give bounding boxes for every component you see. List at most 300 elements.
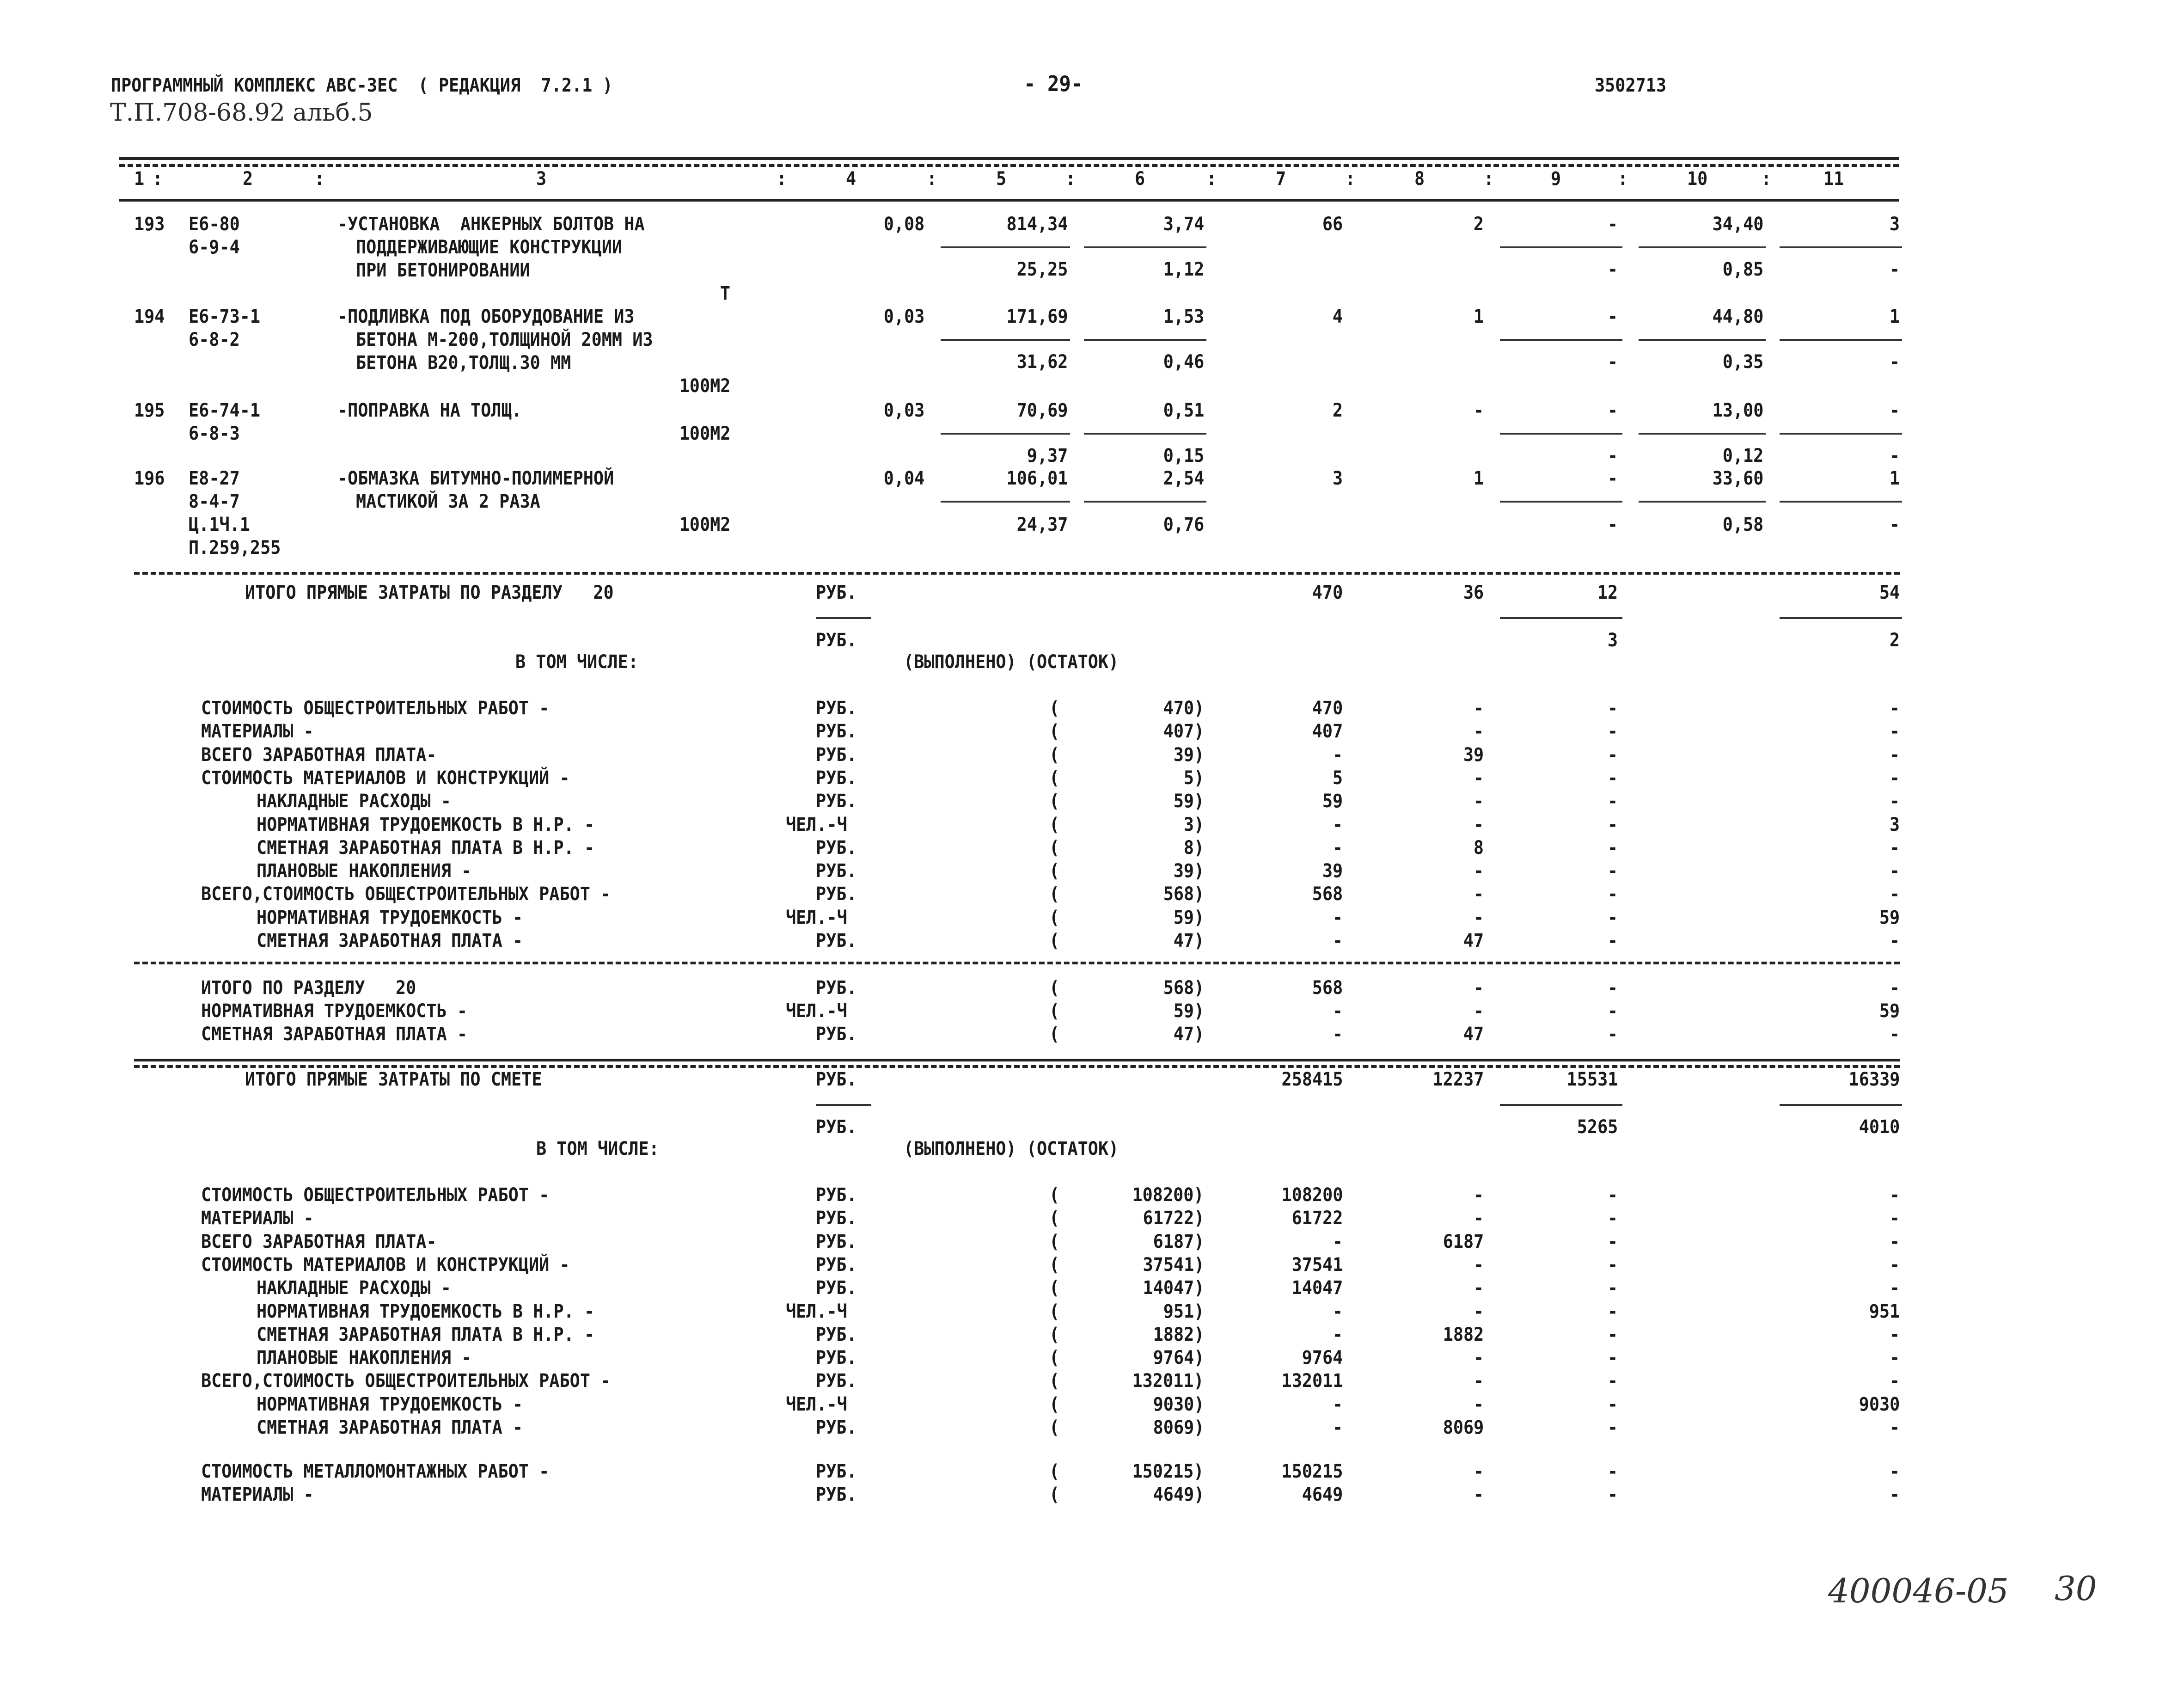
- estimate-divider: [134, 1059, 1900, 1061]
- item-value-c5b: 25,25: [1016, 259, 1068, 280]
- fraction-line: [816, 1104, 871, 1106]
- summary-c8: -: [1473, 767, 1484, 789]
- summary-c11: -: [1889, 698, 1900, 719]
- summary-c8: 39: [1463, 744, 1484, 766]
- summary-c9: -: [1607, 698, 1618, 719]
- summary-c9: -: [1607, 1254, 1618, 1276]
- column-number: 2: [243, 168, 253, 190]
- unit: РУБ.: [816, 1277, 857, 1299]
- summary-done-value: 568): [1163, 977, 1204, 999]
- summary-label: НОРМАТИВНАЯ ТРУДОЕМКОСТЬ -: [201, 1000, 468, 1022]
- paren-open: (: [1049, 977, 1060, 999]
- summary-c11: -: [1889, 1324, 1900, 1345]
- paren-open: (: [1049, 1324, 1060, 1345]
- section-total-c8: 36: [1463, 582, 1484, 603]
- item-value-c10: 34,40: [1712, 214, 1763, 235]
- unit: РУБ.: [816, 1208, 857, 1229]
- item-value-c8: 2: [1473, 214, 1484, 235]
- summary-c11: -: [1889, 721, 1900, 742]
- summary-done-value: 951): [1163, 1300, 1204, 1322]
- summary-done-value: 39): [1173, 744, 1204, 766]
- summary-done-value: 14047): [1143, 1277, 1204, 1299]
- summary-c8: -: [1473, 1277, 1484, 1299]
- summary-c8: 47: [1463, 930, 1484, 951]
- summary-c7: -: [1332, 907, 1343, 928]
- summary-c7: 5: [1332, 767, 1343, 789]
- item-unit: 100М2: [679, 514, 730, 535]
- paren-open: (: [1049, 907, 1060, 928]
- summary-c7: 407: [1312, 721, 1343, 742]
- unit: РУБ.: [816, 1417, 857, 1438]
- summary-c11: 3: [1889, 814, 1900, 835]
- item-code: Ц.1Ч.1: [189, 514, 250, 535]
- fraction-line: [1639, 501, 1766, 503]
- item-description: БЕТОНА М-200,ТОЛЩИНОЙ 20ММ ИЗ: [356, 329, 653, 350]
- summary-c8: -: [1473, 907, 1484, 928]
- unit: РУБ.: [816, 1231, 857, 1252]
- unit: ЧЕЛ.-Ч: [786, 814, 847, 835]
- summary-label: СТОИМОСТЬ МАТЕРИАЛОВ И КОНСТРУКЦИЙ -: [201, 1254, 570, 1276]
- summary-label: СМЕТНАЯ ЗАРАБОТНАЯ ПЛАТА -: [257, 1417, 523, 1438]
- item-value-qty: 0,03: [883, 400, 924, 421]
- item-value-c6b: 0,15: [1163, 445, 1204, 466]
- item-value-c10: 33,60: [1712, 468, 1763, 489]
- summary-c7: -: [1332, 1417, 1343, 1438]
- summary-label: ПЛАНОВЫЕ НАКОПЛЕНИЯ -: [257, 860, 472, 882]
- item-value-c7: 66: [1322, 214, 1343, 235]
- unit: РУБ.: [816, 977, 857, 999]
- estimate-total-c8: 12237: [1432, 1069, 1484, 1090]
- summary-c11: -: [1889, 744, 1900, 766]
- unit: ЧЕЛ.-Ч: [786, 1300, 847, 1322]
- item-description: ПОДДЕРЖИВАЮЩИЕ КОНСТРУКЦИИ: [356, 237, 623, 258]
- paren-open: (: [1049, 1347, 1060, 1369]
- item-value-c9: -: [1607, 400, 1618, 421]
- paren-open: (: [1049, 1254, 1060, 1276]
- item-description: -ПОПРАВКА НА ТОЛЩ.: [337, 400, 522, 421]
- summary-c7: 108200: [1281, 1184, 1343, 1206]
- summary-done-value: 37541): [1143, 1254, 1204, 1276]
- done-rest-label: (ВЫПОЛНЕНО) (ОСТАТОК): [904, 651, 1119, 673]
- item-value-c5b: 9,37: [1027, 445, 1068, 466]
- summary-c11: -: [1889, 1461, 1900, 1482]
- item-value-c7: 3: [1332, 468, 1343, 489]
- paren-open: (: [1049, 1024, 1060, 1045]
- summary-c11: -: [1889, 837, 1900, 859]
- summary-c9: -: [1607, 1370, 1618, 1392]
- summary-label: НАКЛАДНЫЕ РАСХОДЫ -: [257, 791, 451, 812]
- summary-c8: -: [1473, 721, 1484, 742]
- summary-c8: -: [1473, 860, 1484, 882]
- summary-c7: -: [1332, 837, 1343, 859]
- summary-c8: -: [1473, 814, 1484, 835]
- column-separator: :: [777, 168, 787, 190]
- summary-c9: -: [1607, 1300, 1618, 1322]
- column-separator: :: [1206, 168, 1217, 190]
- item-code: 6-8-3: [189, 423, 240, 444]
- summary-label: НОРМАТИВНАЯ ТРУДОЕМКОСТЬ В Н.Р. -: [257, 1300, 595, 1322]
- summary-c9: -: [1607, 1324, 1618, 1345]
- paren-open: (: [1049, 744, 1060, 766]
- summary-label: ВСЕГО ЗАРАБОТНАЯ ПЛАТА-: [201, 744, 437, 766]
- paren-open: (: [1049, 1000, 1060, 1022]
- summary-done-value: 568): [1163, 883, 1204, 905]
- item-number: 195: [134, 400, 165, 421]
- including-label: В ТОМ ЧИСЛЕ:: [515, 651, 638, 673]
- paren-open: (: [1049, 767, 1060, 789]
- item-code: 8-4-7: [189, 491, 240, 512]
- fraction-line: [1780, 433, 1902, 435]
- estimate-total-label: ИТОГО ПРЯМЫЕ ЗАТРАТЫ ПО СМЕТЕ: [245, 1069, 542, 1090]
- done-rest-label: (ВЫПОЛНЕНО) (ОСТАТОК): [904, 1138, 1119, 1159]
- summary-c11: -: [1889, 1347, 1900, 1369]
- estimate-total-c9b: 5265: [1577, 1116, 1618, 1138]
- paren-open: (: [1049, 883, 1060, 905]
- summary-label: СМЕТНАЯ ЗАРАБОТНАЯ ПЛАТА -: [257, 930, 523, 951]
- item-value-c8: 1: [1473, 306, 1484, 327]
- unit: РУБ.: [816, 1116, 857, 1138]
- summary-c8: 1882: [1443, 1324, 1484, 1345]
- item-value-c10: 44,80: [1712, 306, 1763, 327]
- column-separator: :: [927, 168, 937, 190]
- summary-c8: 8069: [1443, 1417, 1484, 1438]
- item-code: 6-8-2: [189, 329, 240, 350]
- summary-c7: 132011: [1281, 1370, 1343, 1392]
- item-code: П.259,255: [189, 537, 281, 558]
- summary-c7: 568: [1312, 883, 1343, 905]
- summary-done-value: 407): [1163, 721, 1204, 742]
- handwritten-stamp: 400046-05: [1828, 1571, 2009, 1610]
- item-value-c8: 1: [1473, 468, 1484, 489]
- section-total-c11: 54: [1879, 582, 1900, 603]
- item-value-c6: 3,74: [1163, 214, 1204, 235]
- section-divider: [134, 572, 1900, 575]
- column-separator: :: [1345, 168, 1356, 190]
- item-number: 194: [134, 306, 165, 327]
- item-code: Е6-80: [189, 214, 240, 235]
- item-description: МАСТИКОЙ ЗА 2 РАЗА: [356, 491, 540, 512]
- item-value-c5b: 24,37: [1016, 514, 1068, 535]
- unit: ЧЕЛ.-Ч: [786, 907, 847, 928]
- item-value-qty: 0,03: [883, 306, 924, 327]
- summary-c11: -: [1889, 1184, 1900, 1206]
- fraction-line: [1084, 339, 1206, 341]
- summary-c8: -: [1473, 1184, 1484, 1206]
- estimate-total-c11: 16339: [1848, 1069, 1900, 1090]
- fraction-line: [1500, 617, 1622, 619]
- summary-c9: -: [1607, 977, 1618, 999]
- summary-label: НОРМАТИВНАЯ ТРУДОЕМКОСТЬ -: [257, 1393, 523, 1415]
- summary-c9: -: [1607, 1208, 1618, 1229]
- item-value-c11b: -: [1889, 445, 1900, 466]
- column-separator: :: [1065, 168, 1076, 190]
- column-separator: :: [153, 168, 163, 190]
- summary-c7: -: [1332, 930, 1343, 951]
- summary-label: ВСЕГО,СТОИМОСТЬ ОБЩЕСТРОИТЕЛЬНЫХ РАБОТ -: [201, 883, 611, 905]
- unit: РУБ.: [816, 1347, 857, 1369]
- fraction-line: [816, 617, 871, 619]
- unit: РУБ.: [816, 582, 857, 603]
- column-number: 4: [846, 168, 856, 190]
- fraction-line: [941, 246, 1070, 248]
- unit: РУБ.: [816, 1024, 857, 1045]
- summary-label: СМЕТНАЯ ЗАРАБОТНАЯ ПЛАТА В Н.Р. -: [257, 837, 595, 859]
- section-divider: [134, 962, 1900, 964]
- item-value-c10b: 0,35: [1722, 351, 1763, 373]
- fraction-line: [941, 433, 1070, 435]
- summary-c9: -: [1607, 1417, 1618, 1438]
- summary-c7: -: [1332, 1231, 1343, 1252]
- summary-c9: -: [1607, 721, 1618, 742]
- item-value-c9b: -: [1607, 351, 1618, 373]
- item-number: 193: [134, 214, 165, 235]
- unit: РУБ.: [816, 1254, 857, 1276]
- fraction-line: [1639, 246, 1766, 248]
- estimate-total-c11b: 4010: [1859, 1116, 1900, 1138]
- item-value-c5: 814,34: [1006, 214, 1068, 235]
- summary-c11: 59: [1879, 1000, 1900, 1022]
- summary-c8: -: [1473, 977, 1484, 999]
- summary-c7: 61722: [1291, 1208, 1343, 1229]
- unit: ЧЕЛ.-Ч: [786, 1393, 847, 1415]
- page-number: - 29-: [1024, 71, 1083, 96]
- item-value-c5: 106,01: [1006, 468, 1068, 489]
- unit: РУБ.: [816, 837, 857, 859]
- item-code: Е6-74-1: [189, 400, 261, 421]
- summary-c11: -: [1889, 930, 1900, 951]
- summary-done-value: 47): [1173, 930, 1204, 951]
- summary-label: СМЕТНАЯ ЗАРАБОТНАЯ ПЛАТА -: [201, 1024, 468, 1045]
- summary-c9: -: [1607, 767, 1618, 789]
- item-value-c11: 1: [1889, 468, 1900, 489]
- paren-open: (: [1049, 791, 1060, 812]
- item-value-c6b: 0,46: [1163, 351, 1204, 373]
- summary-c11: 59: [1879, 907, 1900, 928]
- summary-c11: -: [1889, 791, 1900, 812]
- summary-c11: -: [1889, 1370, 1900, 1392]
- item-value-c11b: -: [1889, 514, 1900, 535]
- fraction-line: [1780, 501, 1902, 503]
- summary-done-value: 132011): [1132, 1370, 1204, 1392]
- item-value-c5: 70,69: [1016, 400, 1068, 421]
- summary-label: МАТЕРИАЛЫ -: [201, 721, 314, 742]
- paren-open: (: [1049, 814, 1060, 835]
- item-description: БЕТОНА В20,ТОЛЩ.30 ММ: [356, 352, 571, 374]
- item-value-c5: 171,69: [1006, 306, 1068, 327]
- item-value-qty: 0,04: [883, 468, 924, 489]
- summary-c9: -: [1607, 837, 1618, 859]
- summary-c9: -: [1607, 1347, 1618, 1369]
- unit: ЧЕЛ.-Ч: [786, 1000, 847, 1022]
- column-number: 8: [1414, 168, 1425, 190]
- summary-c9: -: [1607, 883, 1618, 905]
- summary-done-value: 61722): [1143, 1208, 1204, 1229]
- column-number: 3: [536, 168, 547, 190]
- summary-label: ИТОГО ПО РАЗДЕЛУ 20: [201, 977, 416, 999]
- estimate-divider-dashed: [134, 1065, 1900, 1068]
- fraction-line: [1084, 433, 1206, 435]
- summary-c9: -: [1607, 1393, 1618, 1415]
- unit: РУБ.: [816, 698, 857, 719]
- paren-open: (: [1049, 721, 1060, 742]
- item-value-c10b: 0,58: [1722, 514, 1763, 535]
- summary-c9: -: [1607, 1000, 1618, 1022]
- column-number: 5: [996, 168, 1007, 190]
- fraction-line: [1780, 1104, 1902, 1106]
- summary-done-value: 9764): [1153, 1347, 1204, 1369]
- summary-c7: -: [1332, 1324, 1343, 1345]
- item-value-c6: 2,54: [1163, 468, 1204, 489]
- item-unit: 100М2: [679, 375, 730, 397]
- column-separator: :: [1484, 168, 1494, 190]
- item-value-c9: -: [1607, 214, 1618, 235]
- summary-c7: -: [1332, 744, 1343, 766]
- summary-label: СТОИМОСТЬ ОБЩЕСТРОИТЕЛЬНЫХ РАБОТ -: [201, 698, 550, 719]
- summary-c9: -: [1607, 1231, 1618, 1252]
- summary-c11: -: [1889, 883, 1900, 905]
- summary-c11: -: [1889, 767, 1900, 789]
- summary-c11: -: [1889, 1417, 1900, 1438]
- paren-open: (: [1049, 1184, 1060, 1206]
- sheet-number: 30: [2055, 1569, 2097, 1608]
- unit: РУБ.: [816, 744, 857, 766]
- fraction-line: [1084, 246, 1206, 248]
- item-description: ПРИ БЕТОНИРОВАНИИ: [356, 260, 530, 281]
- summary-c11: -: [1889, 860, 1900, 882]
- summary-c7: -: [1332, 1024, 1343, 1045]
- summary-c8: -: [1473, 1300, 1484, 1322]
- summary-c7: 4649: [1302, 1484, 1343, 1505]
- unit: РУБ.: [816, 1461, 857, 1482]
- summary-c11: -: [1889, 1231, 1900, 1252]
- summary-c7: -: [1332, 1393, 1343, 1415]
- album-reference: Т.П.708-68.92 альб.5: [110, 99, 373, 127]
- section-total-c7: 470: [1312, 582, 1343, 603]
- summary-label: СМЕТНАЯ ЗАРАБОТНАЯ ПЛАТА В Н.Р. -: [257, 1324, 595, 1345]
- summary-c8: 6187: [1443, 1231, 1484, 1252]
- summary-label: МАТЕРИАЛЫ -: [201, 1208, 314, 1229]
- item-value-c10: 13,00: [1712, 400, 1763, 421]
- summary-done-value: 108200): [1132, 1184, 1204, 1206]
- fraction-line: [1500, 339, 1622, 341]
- header-top-rule-dashed: [119, 164, 1899, 167]
- item-value-c7: 2: [1332, 400, 1343, 421]
- paren-open: (: [1049, 1277, 1060, 1299]
- fraction-line: [1639, 339, 1766, 341]
- summary-c9: -: [1607, 907, 1618, 928]
- section-total-c9b: 3: [1607, 630, 1618, 651]
- column-number: 9: [1551, 168, 1561, 190]
- summary-c8: 47: [1463, 1024, 1484, 1045]
- item-value-c6b: 0,76: [1163, 514, 1204, 535]
- unit: РУБ.: [816, 1484, 857, 1505]
- summary-c8: -: [1473, 1208, 1484, 1229]
- summary-c9: -: [1607, 814, 1618, 835]
- fraction-line: [1084, 501, 1206, 503]
- summary-done-value: 8): [1183, 837, 1204, 859]
- fraction-line: [1780, 617, 1902, 619]
- summary-c9: -: [1607, 1277, 1618, 1299]
- unit: РУБ.: [816, 1069, 857, 1090]
- summary-c7: 37541: [1291, 1254, 1343, 1276]
- unit: РУБ.: [816, 767, 857, 789]
- summary-c8: -: [1473, 1484, 1484, 1505]
- summary-c9: -: [1607, 930, 1618, 951]
- summary-done-value: 5): [1183, 767, 1204, 789]
- summary-done-value: 1882): [1153, 1324, 1204, 1345]
- item-value-c6: 1,53: [1163, 306, 1204, 327]
- summary-c11: -: [1889, 1024, 1900, 1045]
- paren-open: (: [1049, 1461, 1060, 1482]
- summary-c8: 8: [1473, 837, 1484, 859]
- item-value-c9: -: [1607, 468, 1618, 489]
- fraction-line: [941, 339, 1070, 341]
- item-value-c7: 4: [1332, 306, 1343, 327]
- item-unit: 100М2: [679, 423, 730, 444]
- item-code: Е6-73-1: [189, 306, 261, 327]
- unit: РУБ.: [816, 721, 857, 742]
- document-code: 3502713: [1595, 75, 1667, 96]
- paren-open: (: [1049, 698, 1060, 719]
- summary-done-value: 59): [1173, 907, 1204, 928]
- summary-label: ВСЕГО ЗАРАБОТНАЯ ПЛАТА-: [201, 1231, 437, 1252]
- section-total-c9: 12: [1597, 582, 1618, 603]
- summary-label: ВСЕГО,СТОИМОСТЬ ОБЩЕСТРОИТЕЛЬНЫХ РАБОТ -: [201, 1370, 611, 1392]
- fraction-line: [1639, 433, 1766, 435]
- summary-done-value: 8069): [1153, 1417, 1204, 1438]
- summary-done-value: 470): [1163, 698, 1204, 719]
- item-value-c6: 0,51: [1163, 400, 1204, 421]
- summary-c8: -: [1473, 1393, 1484, 1415]
- item-value-c9b: -: [1607, 259, 1618, 280]
- summary-label: МАТЕРИАЛЫ -: [201, 1484, 314, 1505]
- item-code: Е8-27: [189, 468, 240, 489]
- summary-done-value: 150215): [1132, 1461, 1204, 1482]
- section-total-label: ИТОГО ПРЯМЫЕ ЗАТРАТЫ ПО РАЗДЕЛУ 20: [245, 582, 614, 603]
- paren-open: (: [1049, 1300, 1060, 1322]
- summary-done-value: 4649): [1153, 1484, 1204, 1505]
- summary-c7: -: [1332, 1000, 1343, 1022]
- item-code: 6-9-4: [189, 237, 240, 258]
- fraction-line: [1780, 246, 1902, 248]
- summary-c9: -: [1607, 791, 1618, 812]
- item-value-c9b: -: [1607, 445, 1618, 466]
- summary-c9: -: [1607, 1024, 1618, 1045]
- summary-c11: -: [1889, 1277, 1900, 1299]
- estimate-total-c7: 258415: [1281, 1069, 1343, 1090]
- summary-c7: -: [1332, 1300, 1343, 1322]
- summary-done-value: 47): [1173, 1024, 1204, 1045]
- summary-c9: -: [1607, 1484, 1618, 1505]
- fraction-line: [1500, 1104, 1622, 1106]
- summary-c9: -: [1607, 1184, 1618, 1206]
- item-value-c11: 1: [1889, 306, 1900, 327]
- paren-open: (: [1049, 930, 1060, 951]
- summary-c8: -: [1473, 883, 1484, 905]
- summary-c11: -: [1889, 1484, 1900, 1505]
- item-value-c6b: 1,12: [1163, 259, 1204, 280]
- item-value-c10b: 0,85: [1722, 259, 1763, 280]
- column-number: 10: [1687, 168, 1708, 190]
- summary-label: СТОИМОСТЬ МЕТАЛЛОМОНТАЖНЫХ РАБОТ -: [201, 1461, 550, 1482]
- program-header: ПРОГРАММНЫЙ КОМПЛЕКС АВС-ЗЕС ( РЕДАКЦИЯ 7.2.1 ): [111, 75, 613, 96]
- summary-label: ПЛАНОВЫЕ НАКОПЛЕНИЯ -: [257, 1347, 472, 1369]
- column-separator: :: [1618, 168, 1628, 190]
- unit: РУБ.: [816, 1324, 857, 1345]
- summary-c11: 951: [1869, 1300, 1900, 1322]
- summary-c9: -: [1607, 860, 1618, 882]
- summary-c11: -: [1889, 1208, 1900, 1229]
